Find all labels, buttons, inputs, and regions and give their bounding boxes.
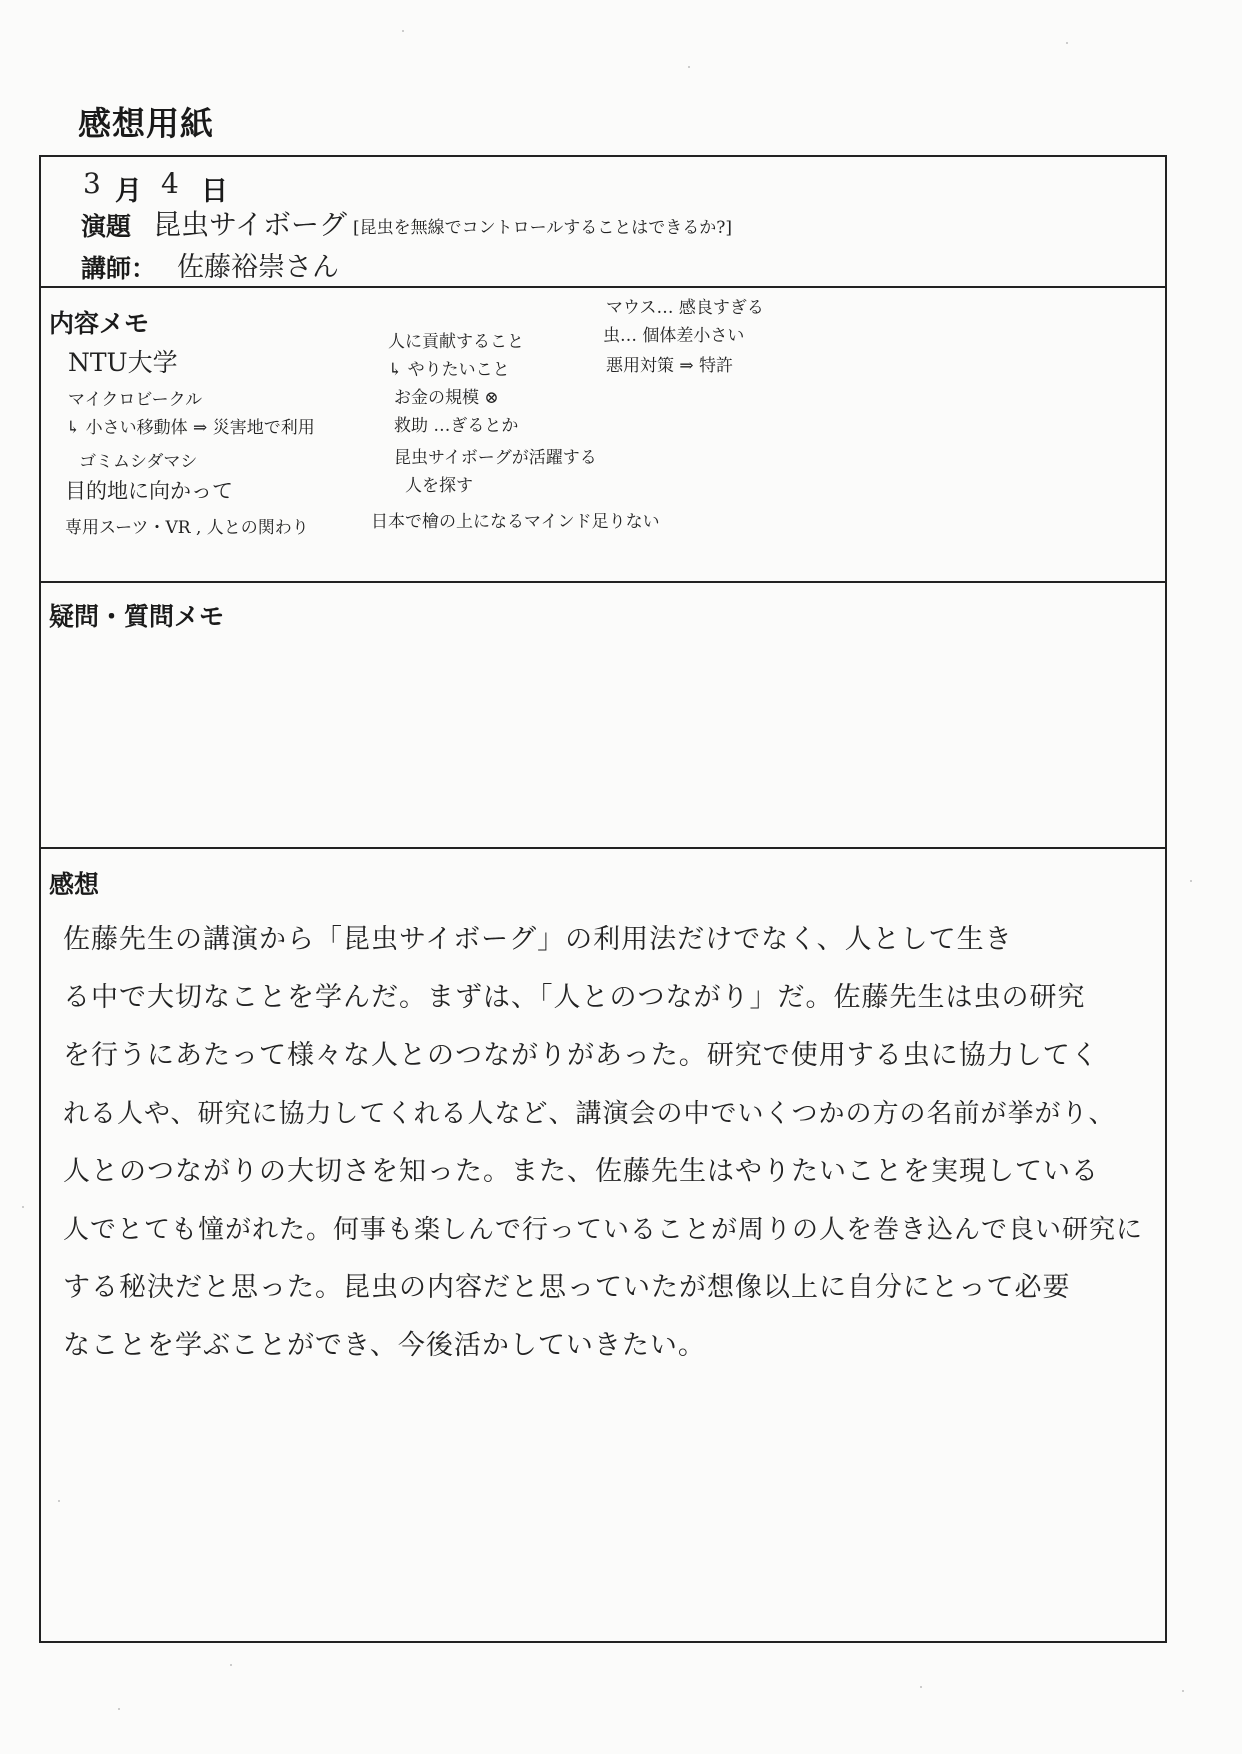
divider — [41, 847, 1165, 849]
memo-middle-line: 日本で檜の上になるマインド足りない — [371, 512, 660, 532]
date-month-value: 3 — [83, 167, 101, 200]
memo-right-line: 悪用対策 ⇒ 特許 — [606, 356, 734, 376]
divider — [41, 286, 1165, 288]
memo-left-line: 目的地に向かって — [65, 479, 233, 503]
questions-memo-label: 疑問・質問メモ — [49, 602, 225, 631]
scan-speck — [118, 1708, 120, 1710]
date-day-value: 4 — [161, 167, 179, 200]
date-day-label: 日 — [201, 176, 228, 207]
impression-line: 佐藤先生の講演から「昆虫サイボーグ」の利用法だけでなく、人として生き — [63, 924, 1013, 955]
memo-middle-line: 昆虫サイボーグが活躍する — [394, 448, 597, 468]
topic-label: 演題 — [81, 212, 132, 241]
impression-line: なことを学ぶことができ、今後活かしていきたい。 — [63, 1330, 706, 1361]
impression-line: 人とのつながりの大切さを知った。また、佐藤先生はやりたいことを実現している — [63, 1156, 1099, 1187]
memo-right-line: 虫… 個体差小さい — [603, 326, 745, 346]
memo-left-line: 専用スーツ・VR , 人との関わり — [65, 518, 309, 538]
memo-left-line: マイクロビークル — [68, 390, 203, 410]
memo-left-line: ↳ 小さい移動体 ⇒ 災害地で利用 — [66, 418, 315, 438]
memo-middle-line: ↳ やりたいこと — [388, 360, 510, 380]
topic-value: 昆虫サイボーグ — [153, 208, 348, 241]
memo-middle-line: お金の規模 ⊗ — [394, 388, 499, 408]
topic-subtitle: [昆虫を無線でコントロールすることはできるか?] — [353, 218, 733, 238]
scan-speck — [1066, 42, 1068, 44]
scan-speck — [920, 1686, 922, 1688]
divider — [41, 581, 1165, 583]
scan-speck — [22, 1206, 24, 1208]
scan-speck — [688, 66, 690, 68]
content-memo-label: 内容メモ — [49, 309, 150, 338]
memo-middle-line: 人を探す — [405, 476, 473, 496]
impression-line: 人でとても憧がれた。何事も楽しんで行っていることが周りの人を巻き込んで良い研究に — [63, 1215, 1144, 1245]
lecturer-label: 講師： — [81, 254, 157, 283]
memo-left-line: NTU大学 — [68, 348, 178, 377]
memo-right-line: マウス… 感良すぎる — [606, 298, 764, 318]
impression-line: する秘決だと思った。昆虫の内容だと思っていたが想像以上に自分にとって必要 — [63, 1272, 1071, 1303]
memo-left-line: ゴミムシダマシ — [79, 452, 198, 472]
impression-label: 感想 — [49, 870, 100, 899]
memo-middle-line: 救助 …ぎるとか — [394, 416, 519, 436]
lecturer-value: 佐藤裕崇さん — [177, 252, 339, 283]
form-sheet — [39, 155, 1167, 1643]
impression-line: れる人や、研究に協力してくれる人など、講演会の中でいくつかの方の名前が挙がり、 — [63, 1099, 1116, 1129]
date-month-label: 月 — [115, 176, 142, 207]
scan-speck — [402, 30, 404, 32]
scan-speck — [1190, 880, 1192, 882]
memo-middle-line: 人に貢献すること — [388, 332, 524, 352]
scan-speck — [230, 1664, 232, 1666]
form-title: 感想用紙 — [78, 104, 214, 143]
impression-text — [63, 911, 1153, 1375]
impression-line: を行うにあたって様々な人とのつながりがあった。研究で使用する虫に協力してく — [63, 1040, 1099, 1071]
impression-line: る中で大切なことを学んだ。まずは、「人とのつながり」だ。佐藤先生は虫の研究 — [63, 982, 1086, 1013]
scan-speck — [1182, 1690, 1184, 1692]
